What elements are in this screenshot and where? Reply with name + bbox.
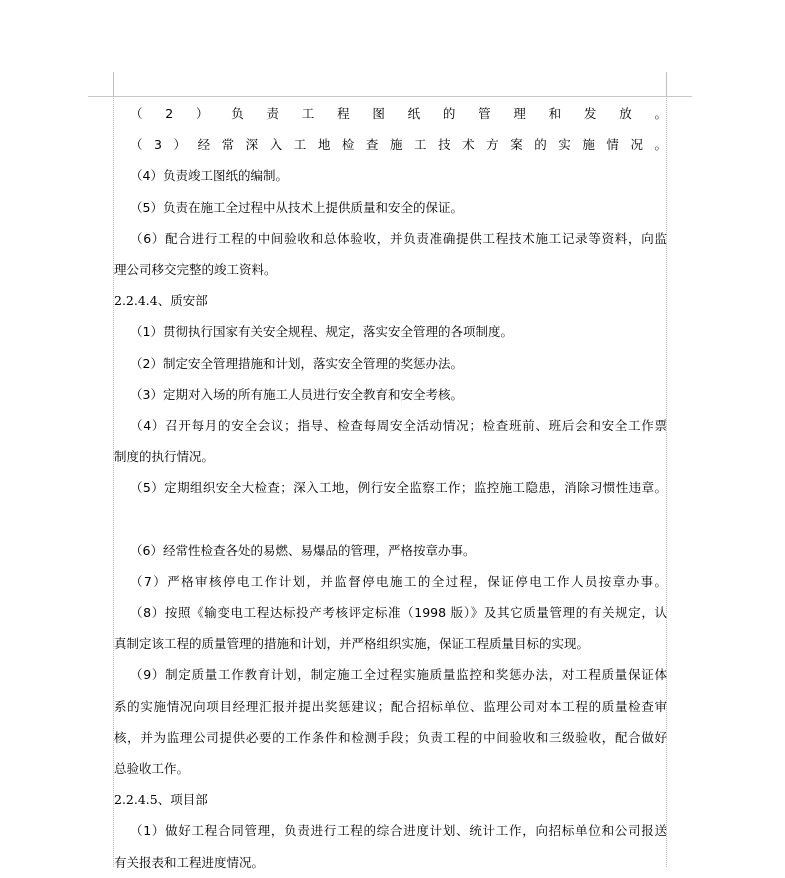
paragraph-line: （1）做好工程合同管理，负责进行工程的综合进度计划、统计工作，向招标单位和公司报送: [130, 823, 667, 839]
paragraph-line: 理公司移交完整的竣工资料。: [114, 261, 277, 277]
document-body: [114, 98, 667, 878]
paragraph-line: （6）配合进行工程的中间验收和总体验收，并负责准确提供工程技术施工记录等资料，向监: [130, 230, 667, 246]
paragraph-line: （5）负责在施工全过程中从技术上提供质量和安全的保证。: [130, 199, 463, 215]
paragraph-line: 真制定该工程的质量管理的措施和计划，并严格组织实施，保证工程质量目标的实现。: [114, 636, 590, 652]
paragraph-line: 系的实施情况向项目经理汇报并提出奖惩建议；配合招标单位、监理公司对本工程的质量检查审: [114, 698, 667, 714]
paragraph-line: （5）定期组织安全大检查；深入工地，例行安全监察工作；监控施工隐患，消除习惯性违章。: [130, 480, 667, 496]
paragraph-line: 有关报表和工程进度情况。: [114, 854, 265, 870]
paragraph-line: （2）制定安全管理措施和计划，落实安全管理的奖惩办法。: [130, 355, 463, 371]
blank-line: [114, 503, 667, 534]
section-heading: 2.2.4.4、质安部: [114, 293, 208, 309]
paragraph-line: （9）制定质量工作教育计划，制定施工全过程实施质量监控和奖惩办法，对工程质量保证体: [130, 667, 667, 683]
paragraph-line: （2）负责工程图纸的管理和发放。: [130, 106, 667, 121]
paragraph-line: （4）召开每月的安全会议；指导、检查每周安全活动情况；检查班前、班后会和安全工作票: [130, 417, 667, 433]
paragraph-line: （8）按照《输变电工程达标投产考核评定标准（1998 版）》及其它质量管理的有关规定，认: [130, 605, 667, 620]
margin-guide-top: [88, 96, 692, 97]
paragraph-line: 制度的执行情况。: [114, 449, 215, 465]
paragraph-line: （3）经常深入工地检查施工技术方案的实施情况。: [130, 137, 667, 153]
paragraph-line: （4）负责竣工图纸的编制。: [130, 168, 288, 184]
section-heading: 2.2.4.5、项目部: [114, 792, 208, 808]
paragraph-line: （1）贯彻执行国家有关安全规程、规定，落实安全管理的各项制度。: [130, 324, 513, 340]
paragraph-line: 总验收工作。: [114, 760, 190, 776]
paragraph-line: 核，并为监理公司提供必要的工作条件和检测手段；负责工程的中间验收和三级验收，配合做好: [114, 729, 667, 745]
paragraph-line: （6）经常性检查各处的易燃、易爆品的管理，严格按章办事。: [130, 542, 476, 558]
paragraph-line: （7）严格审核停电工作计划，并监督停电施工的全过程，保证停电工作人员按章办事。: [130, 573, 667, 589]
paragraph-line: （3）定期对入场的所有施工人员进行安全教育和安全考核。: [130, 386, 463, 402]
